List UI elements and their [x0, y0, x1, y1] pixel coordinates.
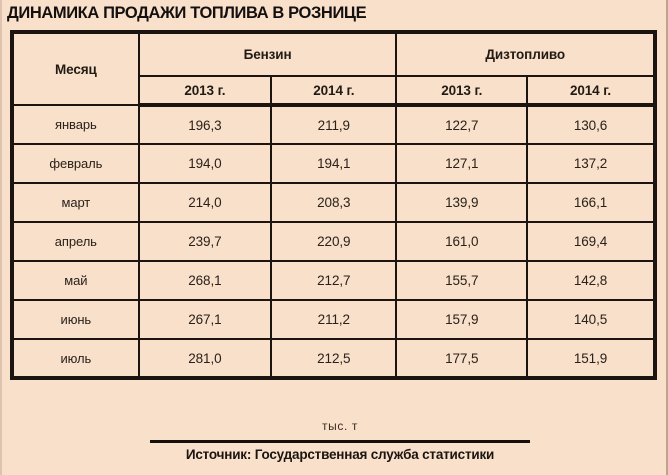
- fuel-sales-table: [10, 30, 657, 380]
- value-cell: 208,3: [271, 183, 396, 222]
- month-label: июнь: [12, 300, 139, 339]
- value-cell: 194,1: [271, 144, 396, 183]
- value-cell: 220,9: [271, 222, 396, 261]
- value-cell: 214,0: [139, 183, 271, 222]
- value-cell: 127,1: [396, 144, 527, 183]
- value-cell: 177,5: [396, 339, 527, 378]
- value-cell: 281,0: [139, 339, 271, 378]
- value-cell: 155,7: [396, 261, 527, 300]
- value-cell: 142,8: [527, 261, 655, 300]
- value-cell: 122,7: [396, 105, 527, 144]
- value-cell: 161,0: [396, 222, 527, 261]
- value-cell: 239,7: [139, 222, 271, 261]
- header-diesel: Дизтопливо: [396, 32, 655, 76]
- value-cell: 212,7: [271, 261, 396, 300]
- month-label: февраль: [12, 144, 139, 183]
- table-row: [12, 105, 655, 144]
- header-benzin-2014: 2014 г.: [271, 76, 396, 105]
- month-label: апрель: [12, 222, 139, 261]
- table-row: [12, 300, 655, 339]
- value-cell: 211,9: [271, 105, 396, 144]
- value-cell: 157,9: [396, 300, 527, 339]
- table-body: [12, 105, 655, 378]
- footer: [150, 417, 530, 462]
- header-benzin-2013: 2013 г.: [139, 76, 271, 105]
- value-cell: 151,9: [527, 339, 655, 378]
- header-benzin: Бензин: [139, 32, 397, 76]
- value-cell: 268,1: [139, 261, 271, 300]
- value-cell: 196,3: [139, 105, 271, 144]
- footer-divider: [150, 440, 530, 443]
- value-cell: 166,1: [527, 183, 655, 222]
- value-cell: 267,1: [139, 300, 271, 339]
- table-header: [12, 32, 655, 105]
- month-label: март: [12, 183, 139, 222]
- value-cell: 169,4: [527, 222, 655, 261]
- value-cell: 130,6: [527, 105, 655, 144]
- header-diesel-2014: 2014 г.: [527, 76, 655, 105]
- table-row: [12, 339, 655, 378]
- value-cell: 211,2: [271, 300, 396, 339]
- table-row: [12, 183, 655, 222]
- value-cell: 140,5: [527, 300, 655, 339]
- value-cell: 212,5: [271, 339, 396, 378]
- header-diesel-2013: 2013 г.: [396, 76, 527, 105]
- table-row: [12, 222, 655, 261]
- month-label: июль: [12, 339, 139, 378]
- page-title: ДИНАМИКА ПРОДАЖИ ТОПЛИВА В РОЗНИЦЕ: [7, 3, 367, 22]
- table-row: [12, 261, 655, 300]
- value-cell: 139,9: [396, 183, 527, 222]
- month-label: май: [12, 261, 139, 300]
- value-cell: 194,0: [139, 144, 271, 183]
- table-row: [12, 144, 655, 183]
- header-month: Месяц: [12, 32, 139, 105]
- value-cell: 137,2: [527, 144, 655, 183]
- unit-label: тыс. т: [322, 419, 358, 433]
- source-attribution: Источник: Государственная служба статистики: [185, 447, 495, 462]
- month-label: январь: [12, 105, 139, 144]
